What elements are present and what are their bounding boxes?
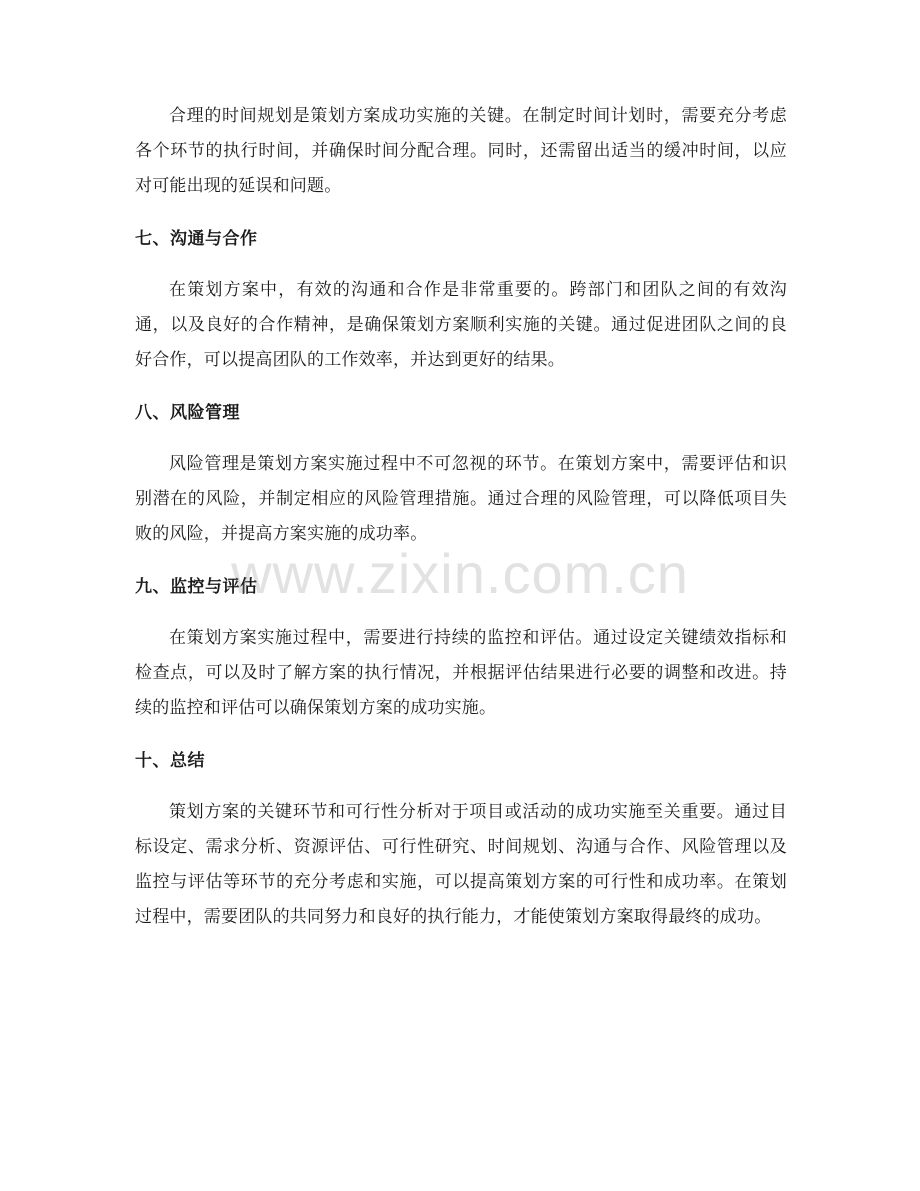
section-heading-communication: 七、沟通与合作 [135,229,258,249]
spacer [135,378,787,396]
spacer [135,726,787,744]
spacer [135,257,787,273]
document-body [135,99,787,935]
section-heading-monitoring: 九、监控与评估 [135,577,258,597]
spacer [135,431,787,447]
intro-paragraph: 合理的时间规划是策划方案成功实施的关键。在制定时间计划时，需要充分考虑各个环节的执行时间，并确保时间分配合理。同时，还需留出适当的缓冲时间，以应对可能出现的延误和问题。 [135,106,787,196]
section-body-risk: 风险管理是策划方案实施过程中不可忽视的环节。在策划方案中，需要评估和识别潜在的风险，并制定相应的风险管理措施。通过合理的风险管理，可以降低项目失败的风险，并提高方案实施的成功率。 [135,454,787,544]
spacer [135,605,787,621]
section-body-communication: 在策划方案中，有效的沟通和合作是非常重要的。跨部门和团队之间的有效沟通，以及良好的合作精神，是确保策划方案顺利实施的关键。通过促进团队之间的良好合作，可以提高团队的工作效率，并达到更好的结果。 [135,280,787,370]
section-heading-risk: 八、风险管理 [135,403,240,423]
section-body-monitoring: 在策划方案实施过程中，需要进行持续的监控和评估。通过设定关键绩效指标和检查点，可以及时了解方案的执行情况，并根据评估结果进行必要的调整和改进。持续的监控和评估可以确保策划方案的成功实施。 [135,628,787,718]
watermark-text: www.zixin.com.cn [231,542,689,605]
section-body-summary: 策划方案的关键环节和可行性分析对于项目或活动的成功实施至关重要。通过目标设定、需求分析、资源评估、可行性研究、时间规划、沟通与合作、风险管理以及监控与评估等环节的充分考虑和实施，可以提高策划方案的可行性和成功率。在策划过程中，需要团队的共同努力和良好的执行能力，才能使策划方案取得最终的成功。 [135,802,787,927]
spacer [135,204,787,222]
spacer [135,552,787,570]
section-heading-summary: 十、总结 [135,751,205,771]
spacer [135,779,787,795]
